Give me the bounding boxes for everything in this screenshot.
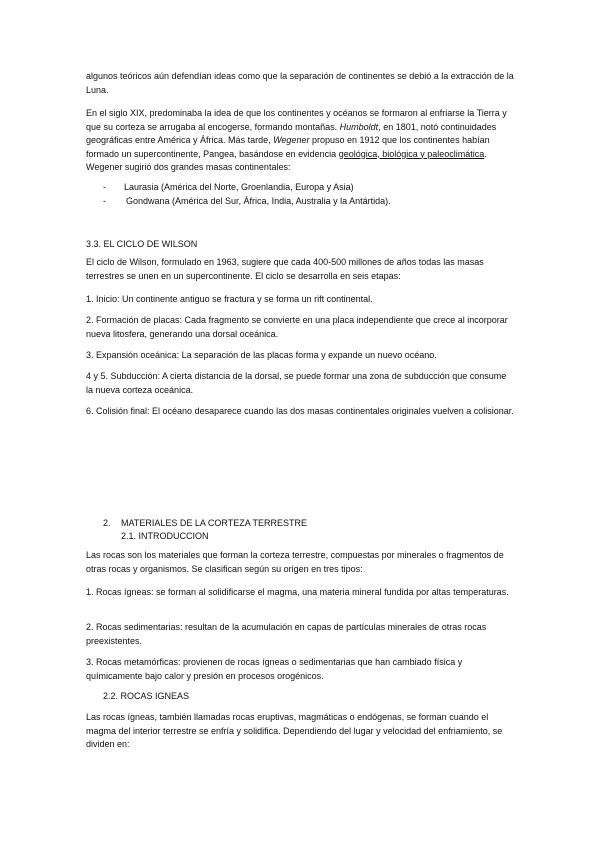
- xix-text-a: En el siglo XIX, predominaba la idea de que los continentes y océanos se formaron al enfriarse la Tierra y que su corteza se arrugaba al encogerse, formando montañas.: [86, 108, 507, 132]
- rock-type-metamorphic: 3. Rocas metamórficas: provienen de rocas ígneas o sedimentarias que han cambiado física y químicamente bajo calor y presión en procesos orogénicos.: [86, 657, 463, 681]
- heading-materials-number: 2.: [103, 518, 111, 528]
- heading-materials: [103, 517, 307, 531]
- wilson-step-4-5: 4 y 5. Subducción: A cierta distancia de la dorsal, se puede formar una zona de subducción que consume la nueva corteza oceánica.: [86, 371, 507, 395]
- list-item: [103, 195, 503, 208]
- heading-introduction: 2.1. INTRODUCCION: [121, 531, 209, 541]
- paragraph-moon-theory: algunos teóricos aún defendían ideas como que la separación de continentes se debió a la extracción de la Luna.: [86, 71, 514, 95]
- bullet-dash: -: [103, 182, 106, 192]
- wilson-step-1: 1. Inicio: Un continente antiguo se fractura y se forma un rift continental.: [86, 294, 373, 304]
- wegener-name: Wegener: [273, 135, 310, 145]
- wilson-step-3: 3. Expansión oceánica: La separación de las placas forma y expande un nuevo océano.: [86, 350, 437, 360]
- paragraph-introduction: Las rocas son los materiales que forman la corteza terrestre, compuestas por minerales o fragmentos de otras rocas y organismos. Se clasifican según su origen en tres tipos:: [86, 550, 504, 574]
- xix-text-d: . Wegener sugirió dos grandes masas continentales:: [86, 148, 487, 172]
- humboldt-name: Humboldt: [339, 121, 379, 132]
- wilson-step-2: 2. Formación de placas: Cada fragmento se convierte en una placa independiente que crece al incorporar nueva litosfera, generando una dorsal oceánica.: [86, 315, 508, 339]
- xix-text-b: , en 1801, notó continuidades geográficas entre América y África. Más tarde,: [86, 121, 497, 145]
- paragraph-wilson-cycle: El ciclo de Wilson, formulado en 1963, sugiere que cada 400-500 millones de años todas las masas terrestres se unen en un supercontinente. El ciclo se desarrolla en seis etapas:: [86, 257, 484, 281]
- continental-masses-list: [103, 181, 503, 208]
- heading-igneous-rocks: 2.2. ROCAS IGNEAS: [103, 691, 190, 701]
- rock-type-sedimentary: 2. Rocas sedimentarias: resultan de la acumulación en capas de partículas minerales de otras rocas preexistentes.: [86, 622, 487, 646]
- list-item: [103, 181, 503, 194]
- xix-text-c: propuso en 1912 que los continentes habían formado un supercontinente, Pangea, basándose en evidencia: [86, 135, 490, 159]
- bullet-text: Laurasia (América del Norte, Groenlandia, Europa y Asia): [124, 182, 354, 192]
- heading-wilson-cycle: 3.3. EL CICLO DE WILSON: [86, 239, 198, 249]
- evidence-underlined: geológica, biológica y paleoclimática: [338, 148, 485, 159]
- bullet-dash: -: [103, 196, 106, 206]
- wilson-step-6: 6. Colisión final: El océano desaparece cuando las dos masas continentales originales vuelven a colisionar.: [86, 406, 514, 416]
- rock-type-igneous: 1. Rocas ígneas: se forman al solidificarse el magma, una materia mineral fundida por altas temperaturas.: [86, 587, 509, 597]
- heading-materials-title: MATERIALES DE LA CORTEZA TERRESTRE: [121, 518, 308, 528]
- bullet-text: Gondwana (América del Sur, África, India, Australia y la Antártida).: [126, 196, 391, 206]
- paragraph-xix-century: [86, 107, 514, 175]
- paragraph-igneous-rocks: Las rocas ígneas, también llamadas rocas eruptivas, magmáticas o endógenas, se forman cuando el magma del interior terrestre se enfría y solidifica. Dependiendo del lugar y velocidad del enfriamiento, se dividen en:: [86, 712, 503, 749]
